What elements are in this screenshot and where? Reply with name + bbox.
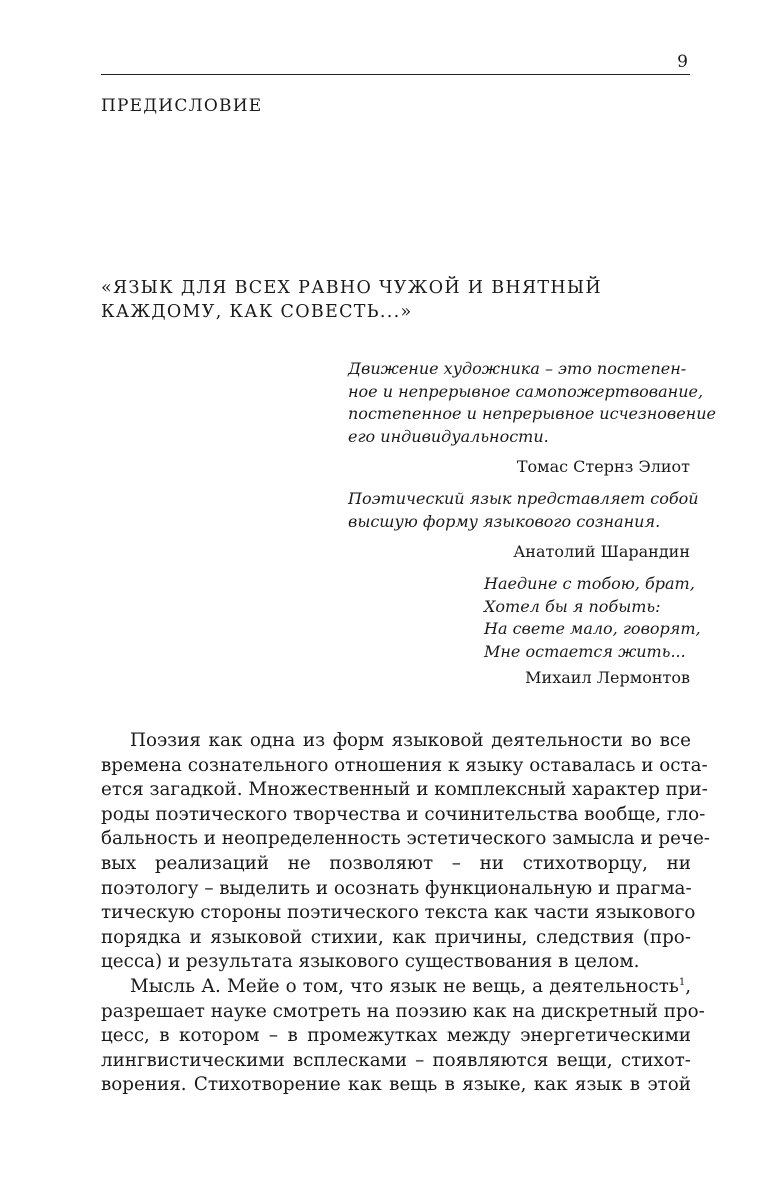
- text-line: разрешает науке смотреть на поэзию как на дискретный про-: [101, 1000, 705, 1022]
- text-line: бальность и неопределенность эстетического замысла и рече-: [101, 828, 710, 850]
- text-line: лингвистическими всплесками – появляются вещи, стихот-: [101, 1049, 691, 1071]
- epigraph-sharandin: [348, 488, 699, 533]
- epigraph-line: Поэтический язык представляет собой: [348, 489, 699, 508]
- epigraph-author: Анатолий Шарандин: [513, 542, 690, 561]
- chapter-title: [101, 276, 691, 324]
- epigraph-lermontov: [484, 573, 701, 663]
- text-line: порядка и языковой стихии, как причины, следствия (про-: [101, 926, 691, 948]
- text-fragment: ,: [685, 975, 691, 997]
- chapter-title-line: «ЯЗЫК ДЛЯ ВСЕХ РАВНО ЧУЖОЙ И ВНЯТНЫЙ: [101, 278, 602, 298]
- text-line: цесса) и результата языкового существования в целом.: [101, 951, 640, 973]
- text-line: цесс, в котором – в промежутках между энергетическими: [101, 1025, 691, 1047]
- text-line: ворения. Стихотворение как вещь в языке, как язык в этой: [101, 1074, 691, 1096]
- text-line: [101, 975, 691, 1000]
- text-line: тическую стороны поэтического текста как части языкового: [101, 902, 696, 924]
- epigraph-eliot: [348, 358, 716, 448]
- text-line: Поэзия как одна из форм языковой деятельности во все: [130, 730, 691, 751]
- epigraph-line: ное и непрерывное самопожертвование,: [348, 381, 704, 401]
- text-line: ется загадкой. Множественный и комплексный характер при-: [101, 779, 708, 801]
- text-line: времена сознательного отношения к языку оставалась и оста-: [101, 754, 708, 776]
- poem-line: На свете мало, говорят,: [484, 619, 701, 638]
- text-line: поэтологу – выделить и осознать функциональную и прагма-: [101, 877, 692, 899]
- footnote-reference: 1: [678, 976, 686, 988]
- paragraph: [101, 729, 710, 975]
- epigraph-line: Движение художника – это постепен-: [348, 359, 687, 378]
- poem-line: Хотел бы я побыть:: [484, 596, 661, 616]
- text-fragment: Мысль А. Мейе о том, что язык не вещь, а деятельность: [130, 975, 679, 997]
- epigraph-author: Михаил Лермонтов: [525, 668, 690, 687]
- epigraph-line: высшую форму языкового сознания.: [348, 511, 661, 531]
- epigraph-author: Томас Стернз Элиот: [516, 457, 690, 476]
- text-line: роды поэтического творчества и сочинительства вообще, гло-: [101, 803, 706, 825]
- running-header: ПРЕДИСЛОВИЕ: [101, 96, 263, 116]
- body-text: [101, 729, 710, 1098]
- paragraph: [101, 975, 705, 1098]
- poem-line: Мне остается жить...: [484, 641, 686, 661]
- page-number: 9: [677, 52, 688, 72]
- header-rule: [101, 74, 690, 75]
- epigraph-line: постепенное и непрерывное исчезновение: [348, 404, 716, 423]
- text-line: вых реализаций не позволяют – ни стихотворцу, ни: [101, 852, 691, 874]
- epigraph-line: его индивидуальности.: [348, 426, 549, 446]
- poem-line: Наедине с тобою, брат,: [484, 574, 695, 593]
- chapter-title-line: КАЖДОМУ, КАК СОВЕСТЬ...»: [101, 302, 413, 322]
